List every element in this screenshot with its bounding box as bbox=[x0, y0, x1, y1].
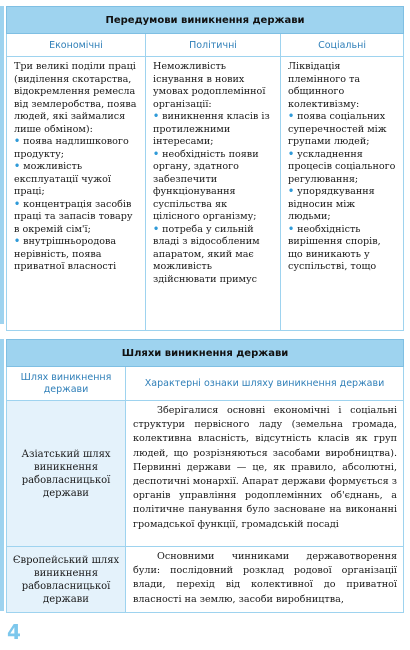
social-cell bbox=[281, 57, 404, 331]
list-item: • можливість експлуатації чужої праці; bbox=[14, 161, 111, 197]
list-item: • упорядкування відносин між людьми; bbox=[288, 186, 375, 222]
page-number: 4 bbox=[7, 620, 21, 644]
bullet-icon: • bbox=[153, 148, 160, 160]
political-cell bbox=[146, 57, 281, 331]
list-item: • ускладнення процесів соціального регулювання; bbox=[288, 148, 396, 185]
economic-cell bbox=[7, 57, 146, 331]
row-label-asian: Азіатський шлях виникнення рабовласницької держави bbox=[7, 401, 126, 547]
left-accent-bar bbox=[0, 6, 4, 324]
bullet-icon: • bbox=[153, 223, 160, 235]
prerequisites-title: Передумови виникнення держави bbox=[7, 7, 404, 34]
list-item: • поява надлишкового продукту; bbox=[14, 136, 129, 160]
left-accent-bar bbox=[0, 339, 4, 611]
bullet-icon: • bbox=[14, 161, 21, 172]
list-item: • виникнення класів із протилежними інтересами; bbox=[153, 111, 270, 147]
bullet-icon: • bbox=[288, 148, 295, 160]
col-header-features: Характерні ознаки шляху виникнення держави bbox=[126, 367, 404, 401]
list-item: • поява соціальних суперечностей між групами людей; bbox=[288, 111, 387, 147]
row-text-european: Основними чинниками державотворення були: послідовний розклад родової організації влади, перехід від колективної до приватної власності на землю, засоби виробництва, bbox=[126, 547, 404, 613]
list-item: • необхідність вирішення спорів, що виникають у суспільстві, тощо bbox=[288, 223, 381, 272]
paths-table bbox=[6, 339, 404, 613]
bullet-icon: • bbox=[288, 186, 295, 197]
col-header-path: Шлях виникнення держави bbox=[7, 367, 126, 401]
bullet-icon: • bbox=[14, 198, 21, 210]
list-item: • потреба у сильній владі з відособленим апаратом, який має можливість здійснювати примус bbox=[153, 223, 260, 285]
col-header-social: Соціальні bbox=[281, 34, 404, 57]
col-header-economic: Економічні bbox=[7, 34, 146, 57]
list-item: • внутрішньородова нерівність, поява приватної власності bbox=[14, 236, 117, 272]
social-intro: Ліквідація племінного та общинного колективізму: bbox=[288, 61, 361, 110]
political-intro: Неможливість існування в нових умовах родоплемінної організації: bbox=[153, 61, 266, 110]
col-header-political: Політичні bbox=[146, 34, 281, 57]
list-item: • концентрація засобів праці та запасів товару в окремій сім'ї; bbox=[14, 198, 133, 235]
bullet-icon: • bbox=[288, 111, 295, 122]
bullet-icon: • bbox=[153, 111, 160, 122]
bullet-icon: • bbox=[288, 223, 295, 235]
paths-title: Шляхи виникнення держави bbox=[7, 340, 404, 367]
row-label-european: Європейський шлях виникнення рабовласницької держави bbox=[7, 547, 126, 613]
prerequisites-table bbox=[6, 6, 404, 331]
bullet-icon: • bbox=[14, 136, 21, 147]
bullet-icon: • bbox=[14, 236, 21, 247]
list-item: • необхідність появи органу, здатного забезпечити функціонування суспільства як цілісного організму; bbox=[153, 148, 259, 222]
row-text-asian: Зберігалися основні економічні і соціальні структури первісного ладу (земельна громада, колективна власність, відсутність класів як груп людей, що розрізняються засобами виробництва). Первинні держави — це, як правило, абсолютні, деспотичні монархії. Апарат держави формується з органів управління родоплемінних об'єднань, а політичне панування було засноване на виконанні громадської функції, громадській посаді bbox=[126, 401, 404, 547]
economic-intro: Три великі поділи праці (виділення скотарства, відокремлення ремесла від землеробства, поява людей, які займалися лише обміном): bbox=[14, 61, 137, 135]
